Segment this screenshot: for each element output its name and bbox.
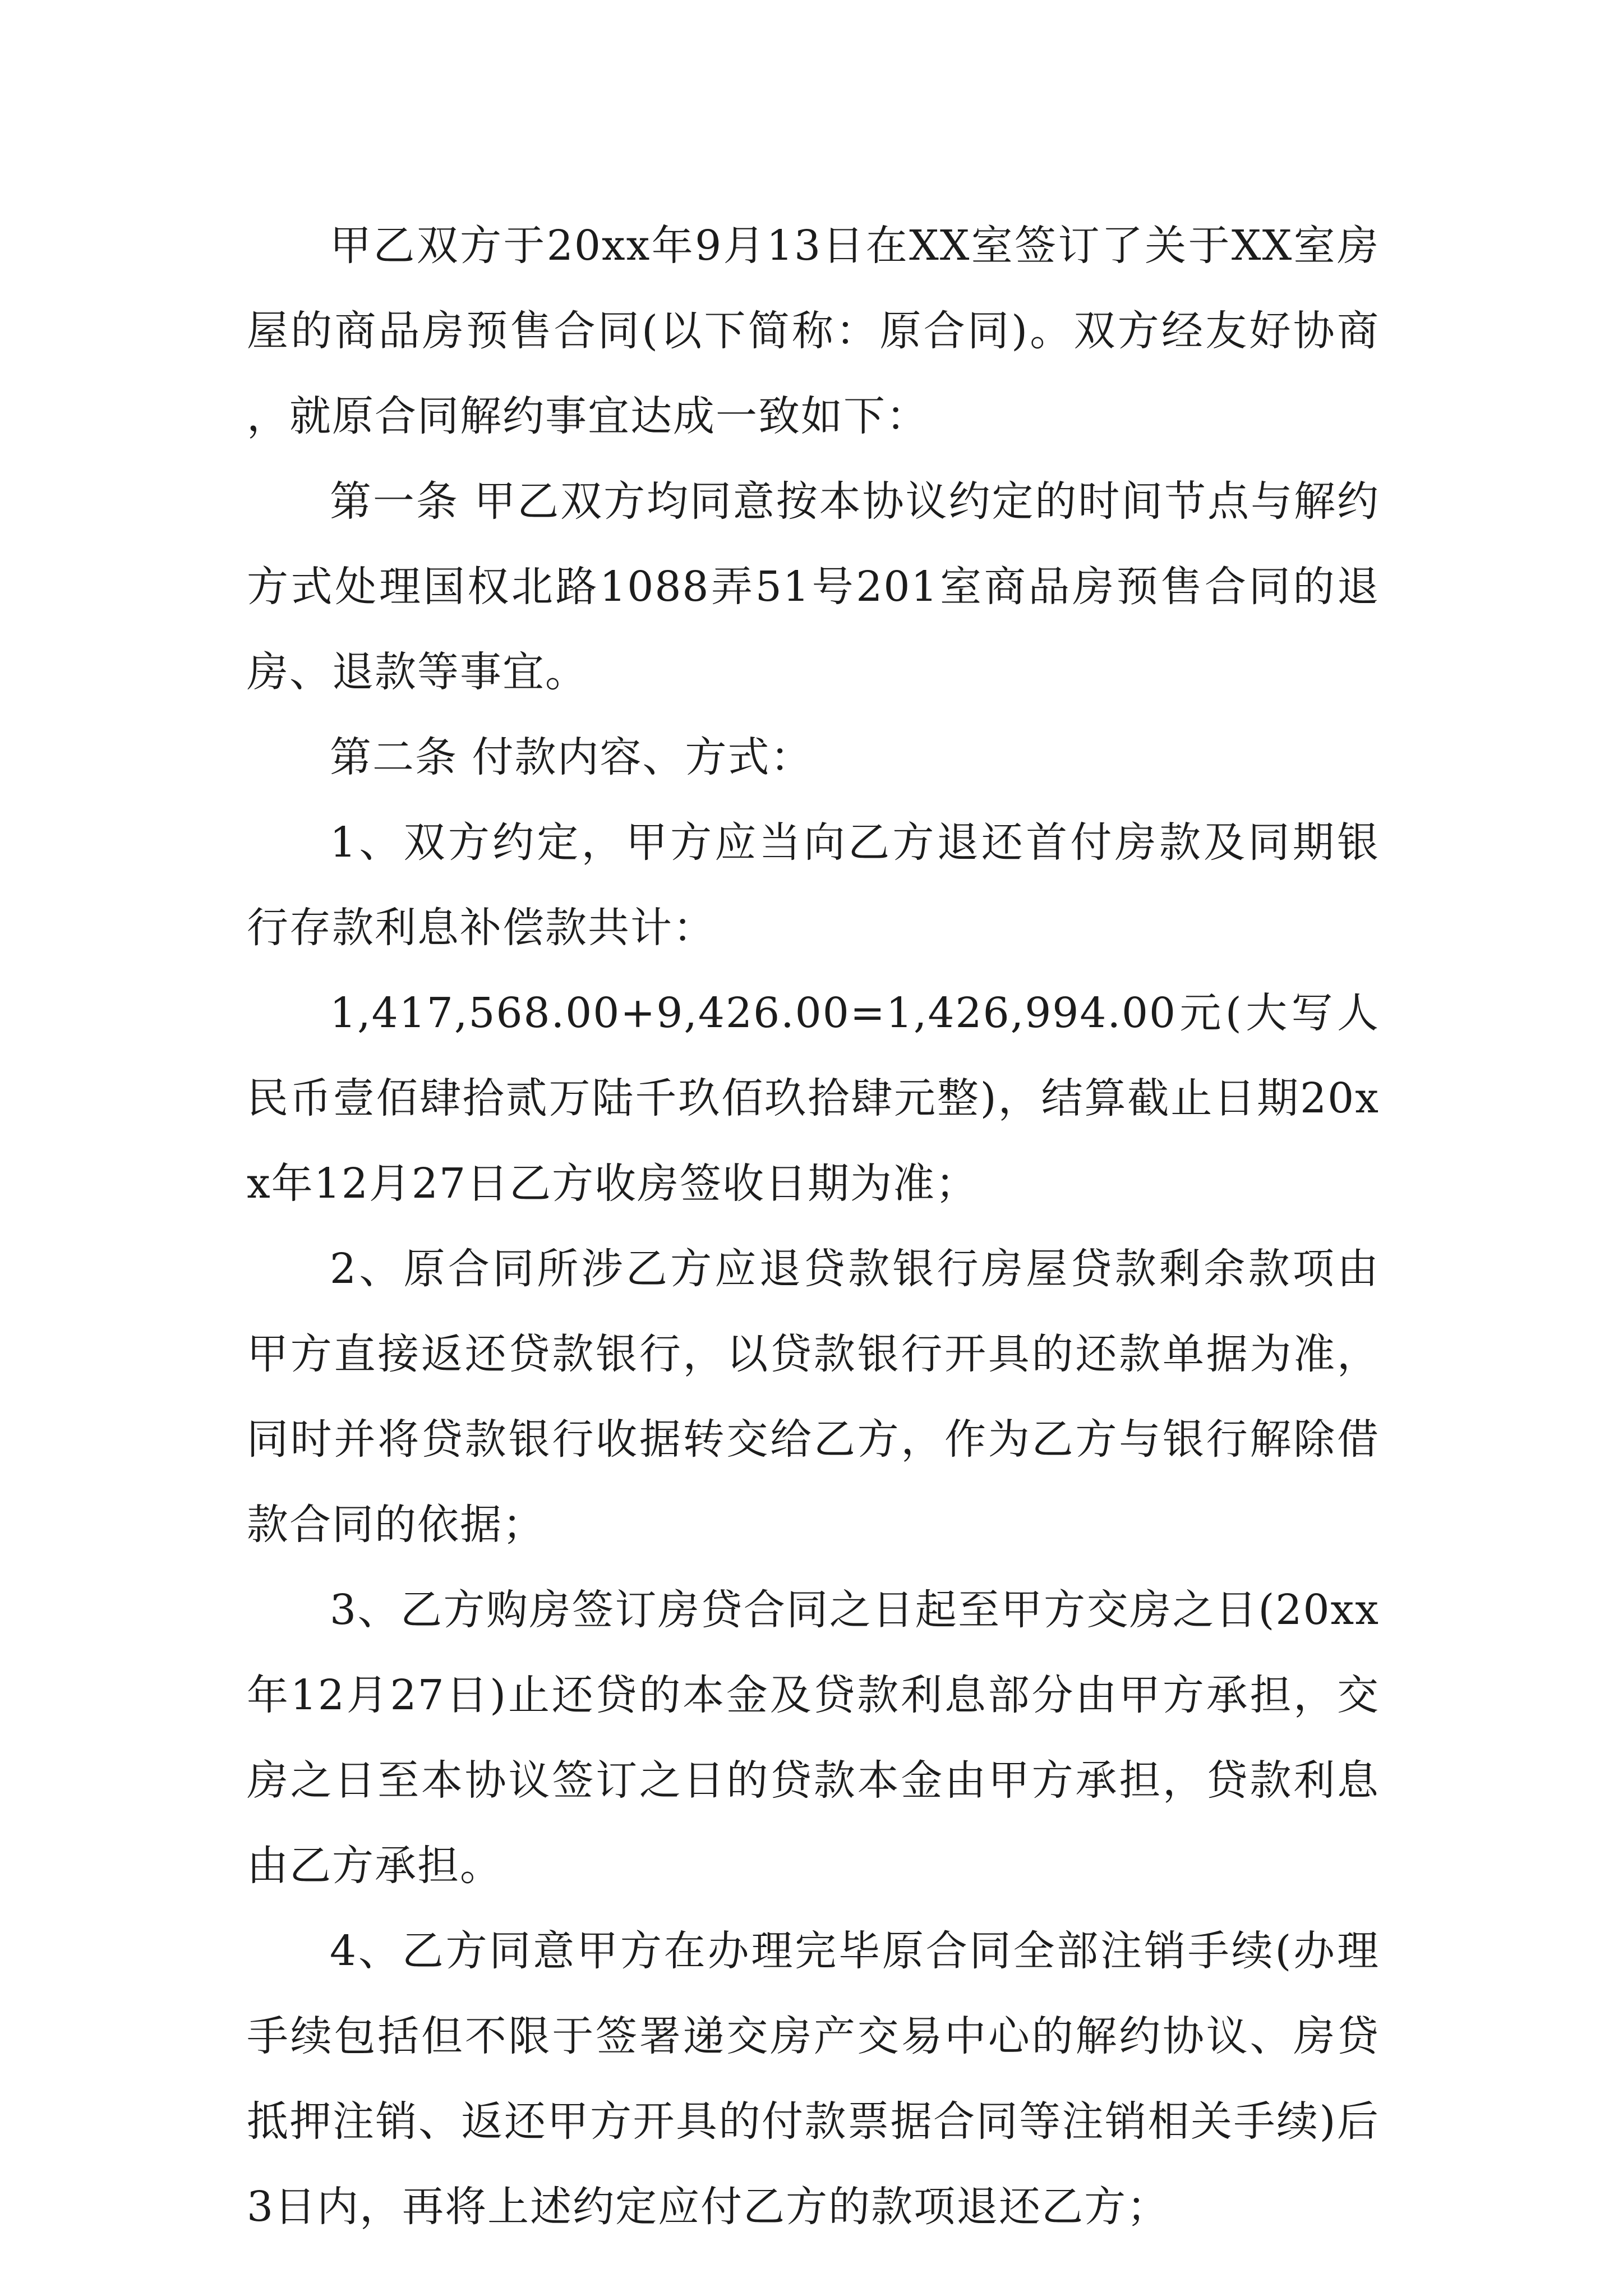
document-body xyxy=(247,203,1380,2249)
paragraph-clause-4: 4、乙方同意甲方在办理完毕原合同全部注销手续(办理手续包括但不限于签署递交房产交易中心的解约协议、房贷抵押注销、返还甲方开具的付款票据合同等注销相关手续)后3日内，再将上述约定应付乙方的款项退还乙方； xyxy=(247,1927,1380,2231)
paragraph-article-one: 第一条 甲乙双方均同意按本协议约定的时间节点与解约方式处理国权北路1088弄51号201室商品房预售合同的退房、退款等事宜。 xyxy=(247,477,1380,696)
paragraph-clause-3: 3、乙方购房签订房贷合同之日起至甲方交房之日(20xx年12月27日)止还贷的本金及贷款利息部分由甲方承担，交房之日至本协议签订之日的贷款本金由甲方承担，贷款利息由乙方承担。 xyxy=(247,1586,1380,1890)
paragraph-clause-2: 2、原合同所涉乙方应退贷款银行房屋贷款剩余款项由甲方直接返还贷款银行，以贷款银行开具的还款单据为准，同时并将贷款银行收据转交给乙方，作为乙方与银行解除借款合同的依据； xyxy=(247,1245,1380,1549)
paragraph-payment-amount: 1,417,568.00+9,426.00=1,426,994.00元(大写人民币壹佰肆拾贰万陆千玖佰玖拾肆元整)，结算截止日期20xx年12月27日乙方收房签收日期为准； xyxy=(247,989,1380,1208)
paragraph-intro: 甲乙双方于20xx年9月13日在XX室签订了关于XX室房屋的商品房预售合同(以下简称：原合同)。双方经友好协商，就原合同解约事宜达成一致如下： xyxy=(247,222,1380,440)
paragraph-clause-1: 1、双方约定，甲方应当向乙方退还首付房款及同期银行存款利息补偿款共计： xyxy=(247,818,1380,952)
paragraph-article-two-heading: 第二条 付款内容、方式： xyxy=(330,733,813,781)
